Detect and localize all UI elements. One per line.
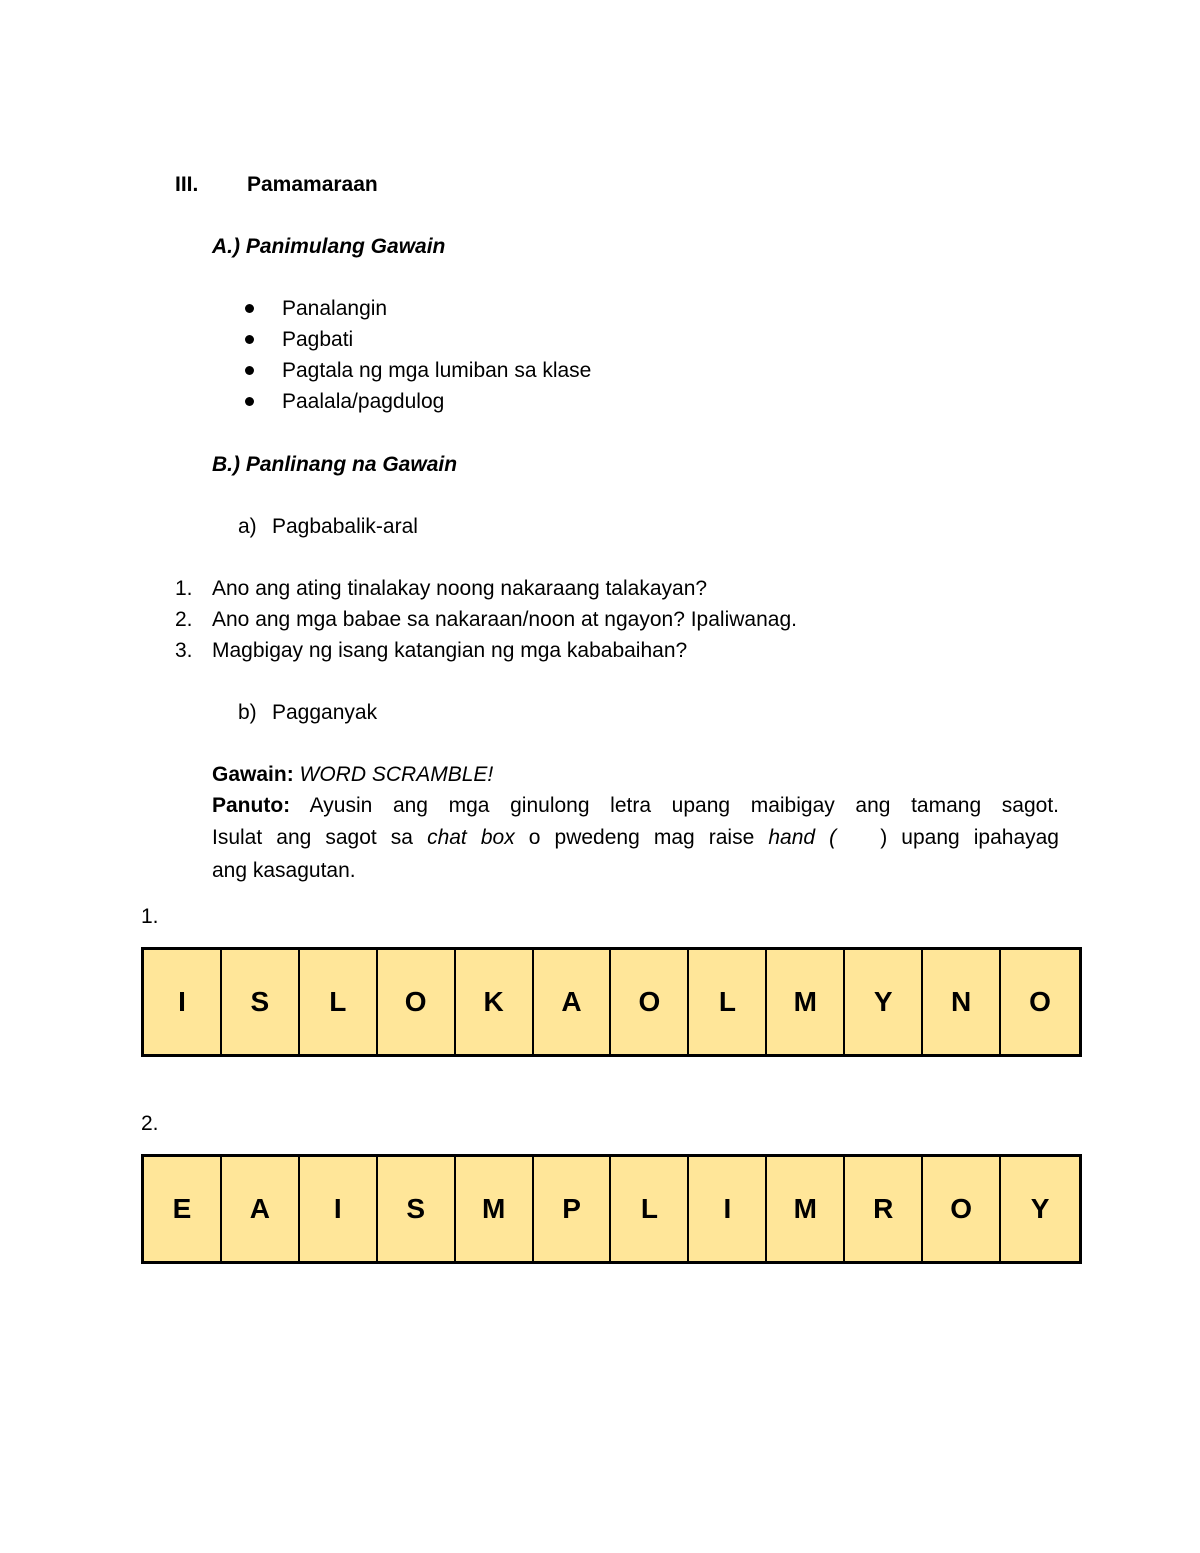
- letter-cell: O: [378, 950, 456, 1054]
- letter-cell: R: [845, 1157, 923, 1261]
- letter-cell: I: [144, 950, 222, 1054]
- bullet-icon: [245, 304, 254, 313]
- question-text: Ano ang mga babae sa nakaraan/noon at ngayon? Ipaliwanag.: [212, 608, 797, 631]
- panuto-text: Ayusin ang mga ginulong letra upang maibigay ang tamang sagot.: [309, 794, 1059, 817]
- letter-cell: M: [456, 1157, 534, 1261]
- letter-cell: K: [456, 950, 534, 1054]
- letter-cell: I: [689, 1157, 767, 1261]
- panuto-label: Panuto:: [212, 794, 291, 817]
- sub-a-marker: a): [238, 515, 257, 538]
- section-title: Pamamaraan: [247, 173, 378, 196]
- bullet-text: Panalangin: [282, 297, 388, 320]
- letter-cell: A: [222, 1157, 300, 1261]
- section-numeral: III.: [175, 173, 199, 196]
- letter-cell: L: [300, 950, 378, 1054]
- bullet-text: Pagtala ng mga lumiban sa klase: [282, 359, 592, 382]
- sub-b-marker: b): [238, 701, 257, 724]
- chat-box-term: chat box: [427, 826, 515, 849]
- panuto-text-2b: o pwedeng mag raise: [528, 826, 755, 849]
- bullet-text: Paalala/pagdulog: [282, 390, 445, 413]
- bullet-text: Pagbati: [282, 328, 354, 351]
- question-number: 1.: [175, 577, 193, 600]
- puzzle-number: 1.: [141, 905, 159, 928]
- letter-cell: O: [923, 1157, 1001, 1261]
- letter-cell: M: [767, 1157, 845, 1261]
- part-b-heading: B.) Panlinang na Gawain: [212, 453, 458, 476]
- letter-cell: S: [222, 950, 300, 1054]
- letter-cell: L: [611, 1157, 689, 1261]
- bullet-icon: [245, 366, 254, 375]
- hand-term: hand (: [768, 826, 837, 849]
- question-number: 2.: [175, 608, 193, 631]
- scramble-grid-1: [141, 947, 1082, 1057]
- letter-cell: E: [144, 1157, 222, 1261]
- letter-cell: P: [534, 1157, 612, 1261]
- panuto-text-2c: ) upang ipahayag: [880, 826, 1059, 849]
- sub-b-label: Pagganyak: [272, 701, 378, 724]
- sub-a-label: Pagbabalik-aral: [272, 515, 418, 538]
- letter-cell: L: [689, 950, 767, 1054]
- letter-cell: Y: [1030, 1193, 1050, 1224]
- scramble-grid-2: [141, 1154, 1082, 1264]
- letter-cell: I: [300, 1157, 378, 1261]
- letter-cell: Y: [845, 950, 923, 1054]
- question-text: Ano ang ating tinalakay noong nakaraang talakayan?: [212, 577, 708, 600]
- puzzle-number: 2.: [141, 1112, 159, 1135]
- letter-cell: M: [767, 950, 845, 1054]
- letter-cell: A: [534, 950, 612, 1054]
- letter-cell: O: [611, 950, 689, 1054]
- letter-cell: O: [1029, 986, 1051, 1017]
- bullet-icon: [245, 397, 254, 406]
- panuto-line-3: ang kasagutan.: [212, 859, 356, 882]
- part-a-heading: A.) Panimulang Gawain: [212, 235, 446, 258]
- gawain-line: [212, 764, 493, 785]
- panuto-line-2: [212, 827, 1059, 848]
- gawain-label: Gawain:: [212, 763, 294, 786]
- question-text: Magbigay ng isang katangian ng mga kababaihan?: [212, 639, 688, 662]
- letter-cell: S: [378, 1157, 456, 1261]
- panuto-line-1: [212, 795, 1059, 816]
- letter-cell: N: [923, 950, 1001, 1054]
- question-number: 3.: [175, 639, 193, 662]
- panuto-text-2a: Isulat ang sagot sa: [212, 826, 413, 849]
- gawain-value: WORD SCRAMBLE!: [299, 763, 494, 786]
- bullet-icon: [245, 335, 254, 344]
